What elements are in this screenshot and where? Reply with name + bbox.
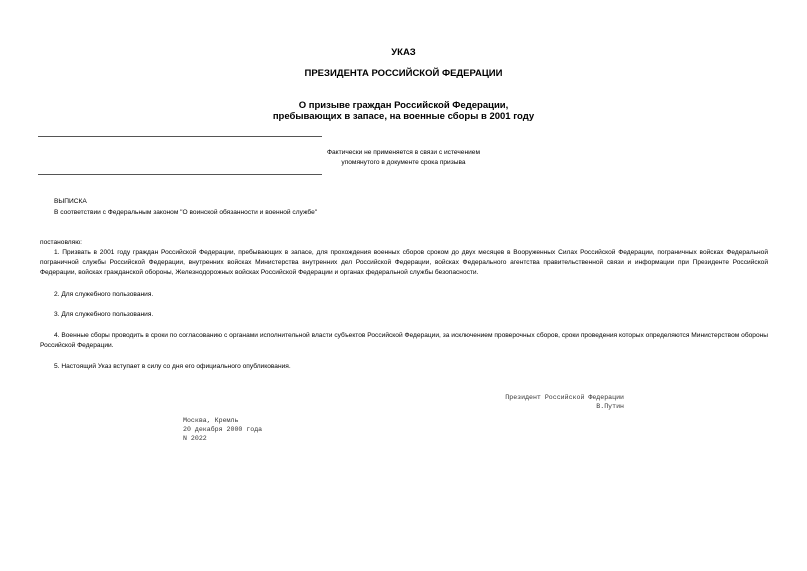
paragraph-2: 2. Для служебного пользования. [54, 291, 154, 298]
subject-line-2: пребывающих в запасе, на военные сборы в 2001 году [272, 111, 535, 122]
resolve-word: постановляю: [40, 239, 83, 246]
signature-block [505, 393, 624, 411]
signer-name: В.Путин [596, 403, 624, 410]
signing-date: 20 декабря 2000 года [183, 426, 263, 433]
paragraph-4-wrap [40, 331, 768, 351]
paragraph-1: 1. Призвать в 2001 году граждан Российской Федерации, пребывающих в запасе, для прохождения военных сборов сроком до двух месяцев в Вооруженных Силах Российской Федерации, пограничных войсках Федеральной пограничной службы Российской Федерации, внутренних войсках Министерства внутренних дел Российской Федерации, войсках Федерального агентства правительственной связи и информации при Президенте Российской Федерации, войсках гражданской обороны, Железнодорожных войсках Российской Федерации и органах федеральной службы безопасности. [40, 249, 768, 276]
status-note-line-2: упомянутого в документе срока призыва [341, 159, 466, 166]
issuer-title: ПРЕЗИДЕНТА РОССИЙСКОЙ ФЕДЕРАЦИИ [304, 68, 503, 79]
paragraph-4: 4. Военные сборы проводить в сроки по согласованию с органами исполнительной власти субъектов Российской Федерации, за исключением проверочных сборов, сроки проведения которых определяются Министерством обороны Российской Федерации. [40, 332, 768, 349]
document-body [40, 248, 768, 278]
paragraph-3: 3. Для служебного пользования. [54, 311, 154, 318]
divider-top [38, 136, 322, 137]
decree-number: N 2022 [183, 435, 207, 442]
place-date-block [183, 416, 262, 443]
legal-basis: В соответствии с Федеральным законом "О воинской обязанности и военной службе" [54, 209, 318, 216]
signer-position: Президент Российской Федерации [505, 394, 624, 401]
status-note-line-1: Фактически не применяется в связи с истечением [326, 149, 480, 156]
paragraph-5: 5. Настоящий Указ вступает в силу со дня его официального опубликования. [54, 363, 291, 370]
subject-line-1: О призыве граждан Российской Федерации, [298, 100, 509, 111]
signing-place: Москва, Кремль [183, 417, 239, 424]
divider-bottom [38, 174, 322, 175]
extract-label: ВЫПИСКА [54, 198, 87, 205]
document-type: УКАЗ [391, 47, 416, 58]
